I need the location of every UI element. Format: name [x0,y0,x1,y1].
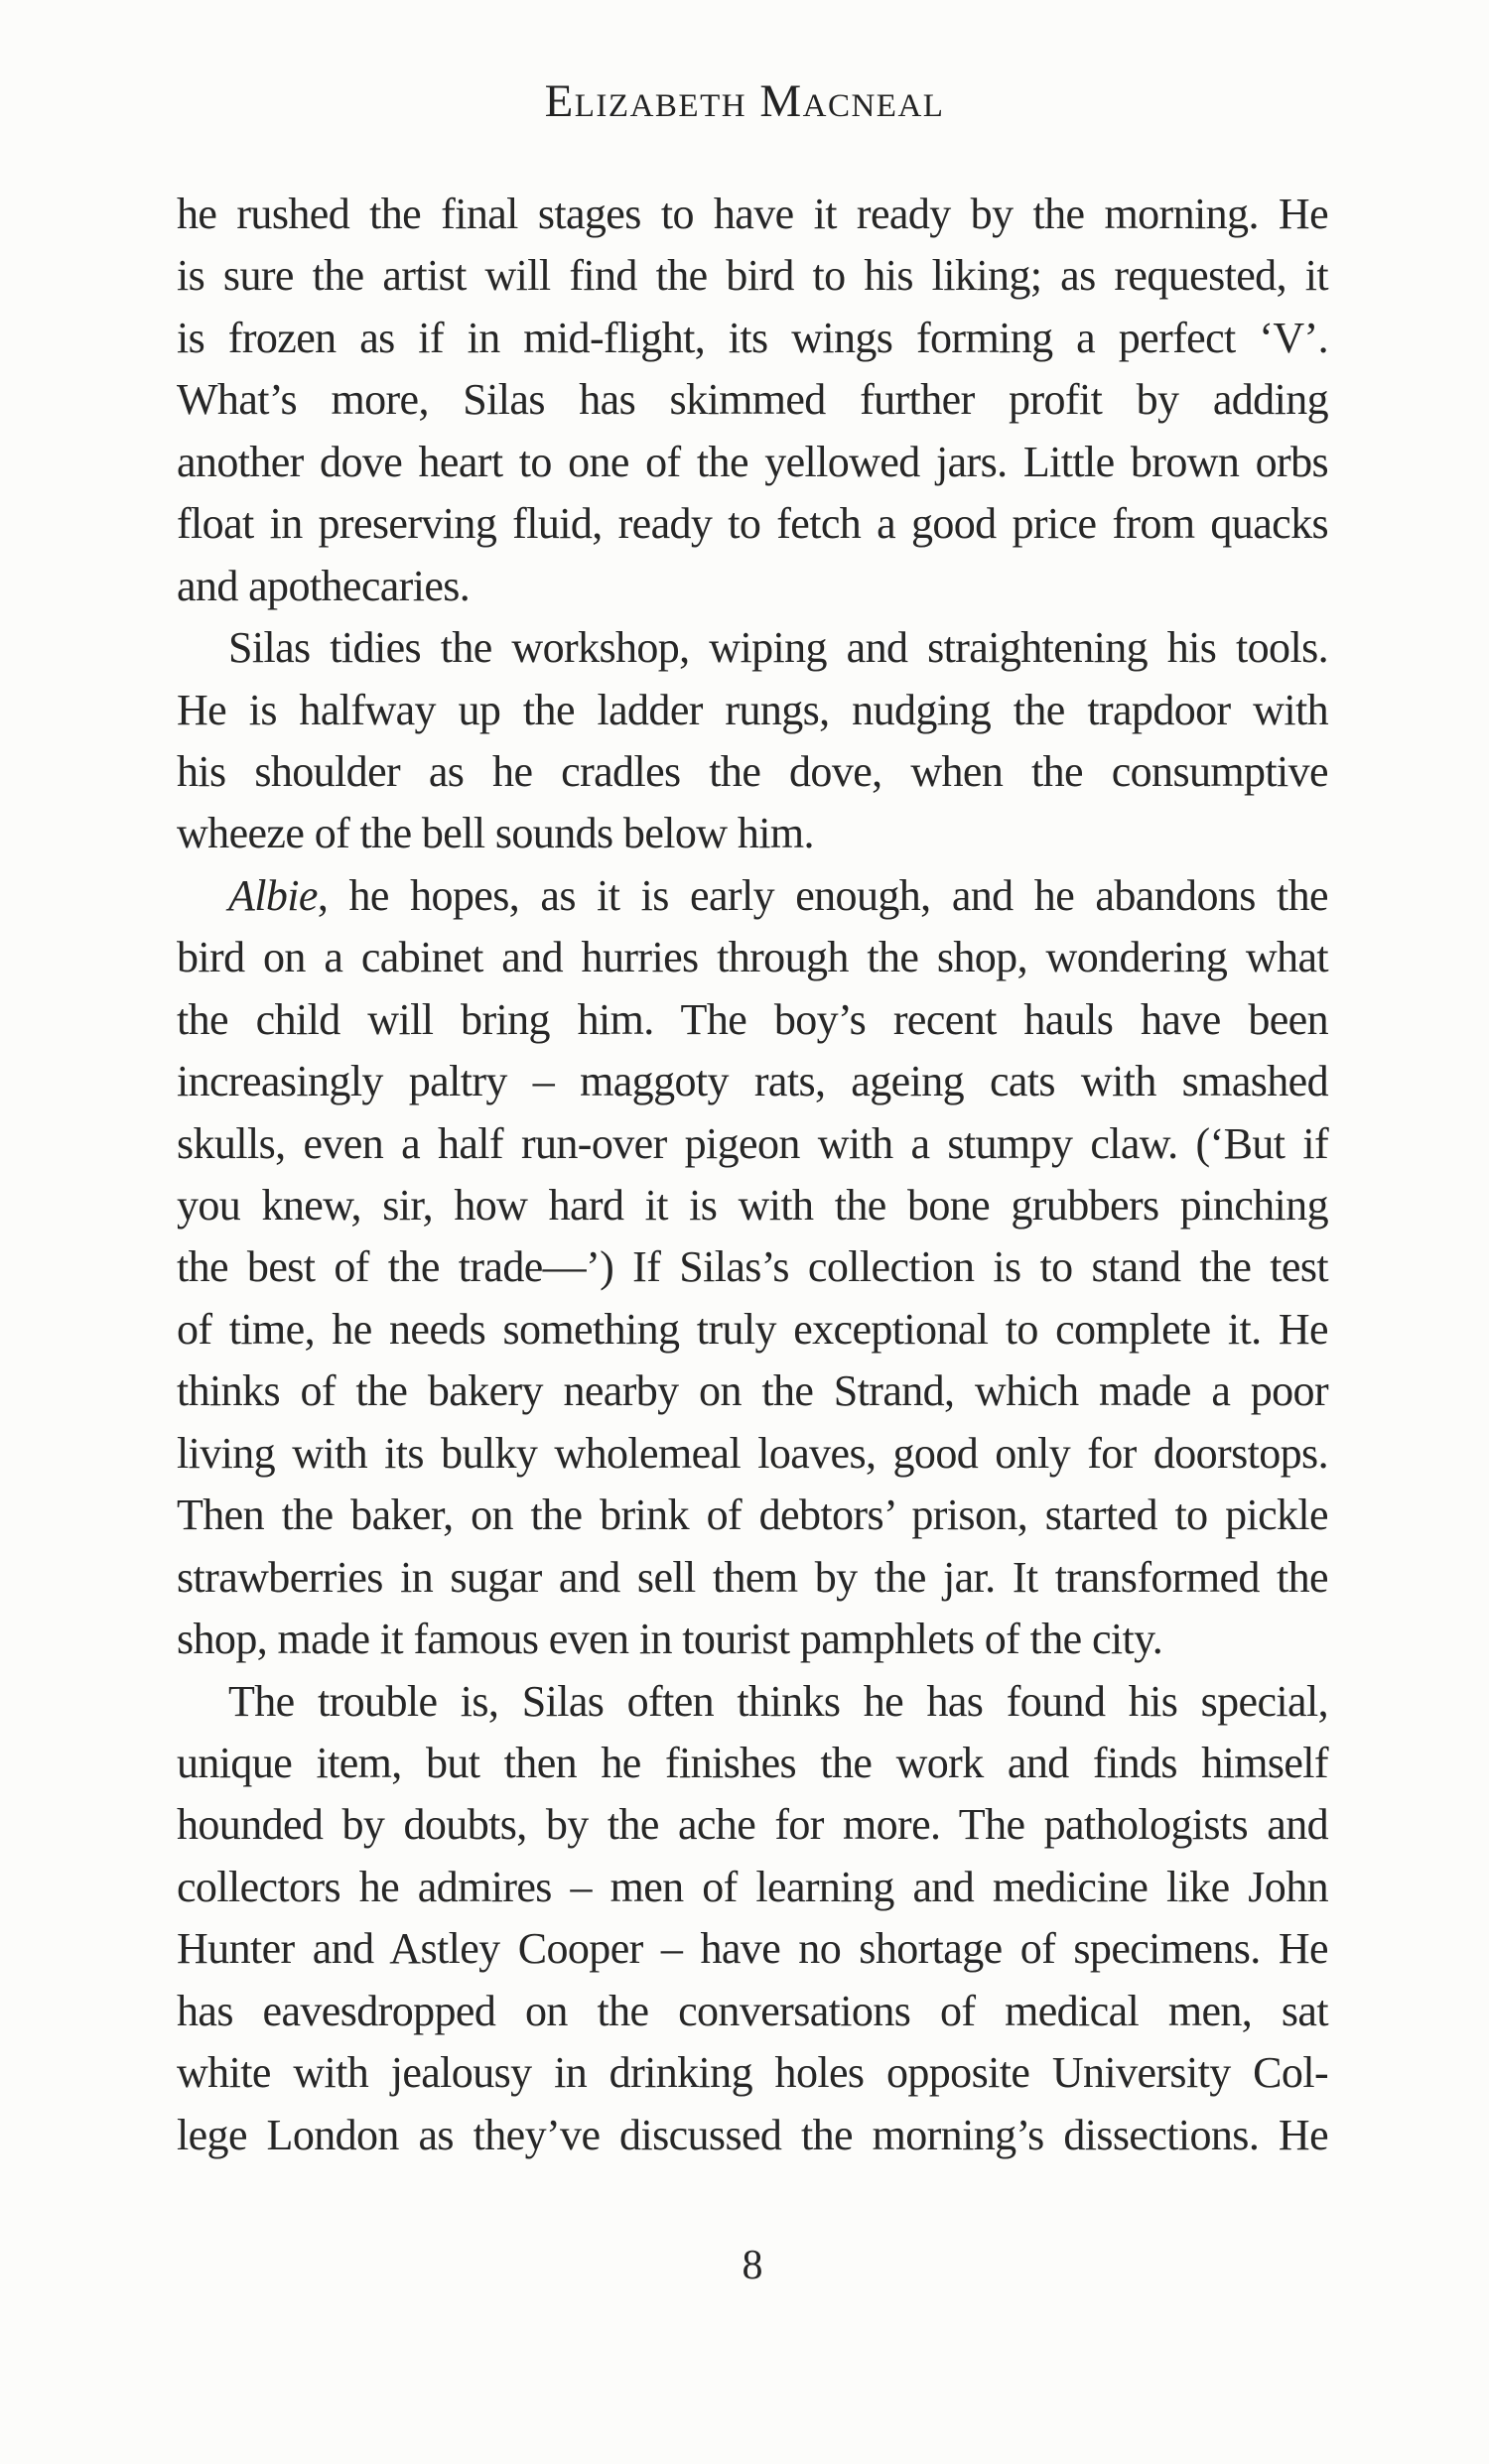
text-line: He is halfway up the ladder rungs, nudging the trapdoor with [177,685,1328,734]
text-line: What’s more, Silas has skimmed further profit by adding [177,375,1328,425]
text-line: Silas tidies the workshop, wiping and straightening his tools. [228,623,1328,673]
text-line [177,865,1328,927]
text-line: collectors he admires – men of learning and medicine like John [177,1862,1328,1911]
text-line: The trouble is, Silas often thinks he has found his special, [228,1676,1328,1726]
text-line: wheeze of the bell sounds below him. [177,809,814,858]
text-line: skulls, even a half run-over pigeon with a stumpy claw. (‘But if [177,1118,1328,1168]
text-line: Then the baker, on the brink of debtors’ prison, started to pickle [177,1491,1328,1540]
text-line: another dove heart to one of the yellowed jars. Little brown orbs [177,437,1328,486]
text-line: of time, he needs something truly exceptional to complete it. He [177,1304,1328,1354]
text-line: the child will bring him. The boy’s recent hauls have been [177,994,1328,1044]
text-line: unique item, but then he finishes the work and finds himself [177,1738,1328,1787]
text-line: shop, made it famous even in tourist pamphlets of the city. [177,1615,1163,1664]
text-line: the best of the trade—’) If Silas’s collection is to stand the test [177,1242,1328,1292]
paragraph-4 [177,1671,1328,2167]
italic-name: Albie [228,870,318,920]
text-line: float in preserving fluid, ready to fetch a good price from quacks [177,499,1328,549]
paragraph-1 [177,184,1328,617]
page-number: 8 [742,2243,763,2288]
text-line: lege London as they’ve discussed the morning’s dissections. He [177,2110,1328,2159]
text-line: and apothecaries. [177,561,471,610]
text-line: strawberries in sugar and sell them by the jar. It transformed the [177,1552,1328,1602]
text-line: has eavesdropped on the conversations of medical men, sat [177,1986,1328,2035]
text-line: his shoulder as he cradles the dove, when the consumptive [177,746,1328,796]
text-line: thinks of the bakery nearby on the Strand, which made a poor [177,1366,1328,1416]
text-line: increasingly paltry – maggoty rats, ageing cats with smashed [177,1057,1328,1106]
text-line: you knew, sir, how hard it is with the bone grubbers pinching [177,1181,1328,1230]
text-line: living with its bulky wholemeal loaves, good only for doorstops. [177,1428,1328,1478]
text-line: bird on a cabinet and hurries through the shop, wondering what [177,933,1328,982]
body-text [177,184,1328,2166]
text-line: he rushed the final stages to have it ready by the morning. He [177,190,1328,238]
running-head: Elizabeth Macneal [544,75,945,127]
paragraph-3 [177,865,1328,1671]
text-line: is sure the artist will find the bird to his liking; as requested, it [177,251,1328,301]
text-line: hounded by doubts, by the ache for more. The pathologists and [177,1800,1328,1850]
text-line: white with jealousy in drinking holes opposite University Col- [177,2048,1328,2098]
text-line: Hunter and Astley Cooper – have no shortage of specimens. He [177,1924,1328,1974]
text-line: is frozen as if in mid-flight, its wings forming a perfect ‘V’. [177,313,1328,362]
paragraph-2 [177,617,1328,865]
text-line-rest: , he hopes, as it is early enough, and he abandons the [317,870,1328,920]
